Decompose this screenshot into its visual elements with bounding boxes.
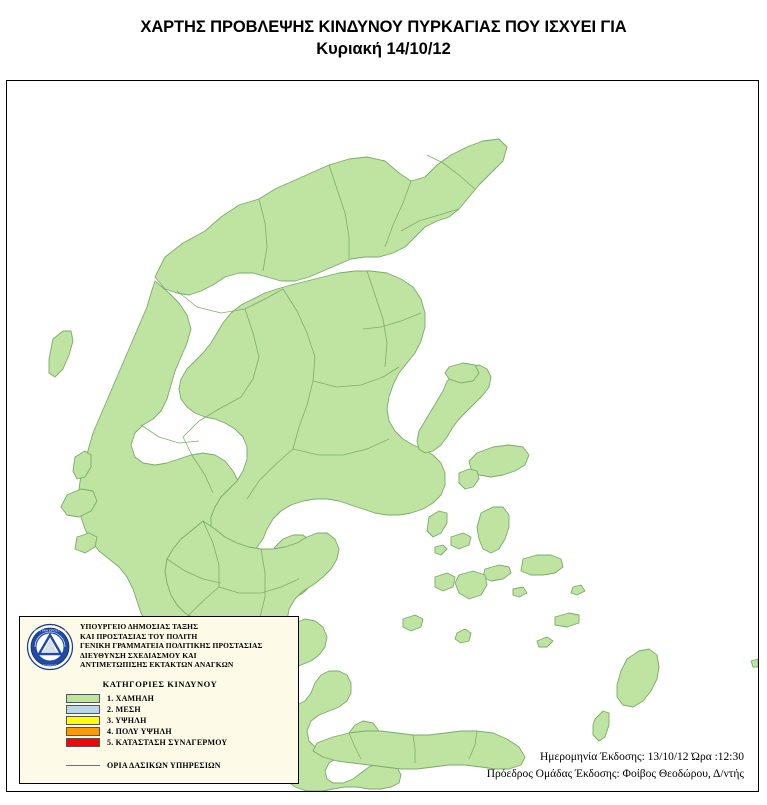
legend-header bbox=[20, 617, 298, 675]
ministry-line-3: ΓΕΝΙΚΗ ΓΡΑΜΜΑΤΕΙΑ ΠΟΛΙΤΙΚΗΣ ΠΡΟΣΤΑΣΙΑΣ bbox=[80, 641, 263, 651]
risk-label-2: 2. ΜΕΣΗ bbox=[107, 705, 141, 714]
risk-swatch-1 bbox=[66, 694, 100, 703]
risk-swatch-2 bbox=[66, 705, 100, 714]
ministry-line-1: ΥΠΟΥΡΓΕΙΟ ΔΗΜΟΣΙΑΣ ΤΑΞΗΣ bbox=[80, 622, 199, 631]
risk-swatch-3 bbox=[66, 716, 100, 725]
svg-text:ΕΛΛΑΔΑΣ: ΕΛΛΑΔΑΣ bbox=[42, 663, 58, 668]
risk-swatch-5 bbox=[66, 738, 100, 747]
legend-categories-title: ΚΑΤΗΓΟΡΙΕΣ ΚΙΝΔΥΝΟΥ bbox=[102, 679, 218, 689]
svg-text:ΠΟΛΙΤΙΚΗ ΠΡΟΣΤΑΣΙΑ: ΠΟΛΙΤΙΚΗ ΠΡΟΣΤΑΣΙΑ bbox=[33, 628, 67, 633]
page-title bbox=[0, 16, 767, 60]
risk-category-4 bbox=[66, 726, 227, 737]
risk-category-1 bbox=[66, 693, 227, 704]
risk-label-3: 3. ΥΨΗΛΗ bbox=[107, 716, 147, 725]
risk-category-5 bbox=[66, 737, 227, 748]
forest-boundary-label: ΟΡΙΑ ΔΑΣΙΚΩΝ ΥΠΗΡΕΣΙΩΝ bbox=[107, 761, 221, 770]
ministry-name bbox=[80, 622, 296, 670]
risk-category-3 bbox=[66, 715, 227, 726]
risk-category-2 bbox=[66, 704, 227, 715]
forest-boundary-line-icon bbox=[66, 765, 100, 766]
legend-panel bbox=[19, 616, 299, 784]
issuing-chairman: Πρόεδρος Ομάδας Έκδοσης: Φοίβος Θεοδώρου, Δ/ντής bbox=[486, 768, 744, 780]
ministry-line-2: ΚΑΙ ΠΡΟΣΤΑΣΙΑΣ ΤΟΥ ΠΟΛΙΤΗ bbox=[80, 631, 198, 641]
ministry-line-4: ΔΙΕΥΘΥΝΣΗ ΣΧΕΔΙΑΣΜΟΥ ΚΑΙ bbox=[80, 650, 197, 660]
ministry-line-5: ΑΝΤΙΜΕΤΩΠΙΣΗΣ ΕΚΤΑΚΤΩΝ ΑΝΑΓΚΩΝ bbox=[80, 660, 234, 670]
issue-date: Ημερομηνία Έκδοσης: 13/10/12 Ώρα :12:30 bbox=[539, 751, 744, 763]
risk-swatch-4 bbox=[66, 727, 100, 736]
map-frame bbox=[6, 80, 759, 792]
risk-label-1: 1. ΧΑΜΗΛΗ bbox=[107, 694, 155, 703]
civil-protection-emblem-icon bbox=[26, 623, 74, 671]
forest-boundary-legend bbox=[66, 761, 221, 770]
risk-label-5: 5. ΚΑΤΑΣΤΑΣΗ ΣΥΝΑΓΕΡΜΟΥ bbox=[107, 738, 228, 747]
footer-info bbox=[487, 749, 744, 783]
title-line-1: ΧΑΡΤΗΣ ΠΡΟΒΛΕΨΗΣ ΚΙΝΔΥΝΟΥ ΠΥΡΚΑΓΙΑΣ ΠΟΥ ΙΣΧΥΕΙ ΓΙΑ bbox=[140, 18, 627, 36]
risk-label-4: 4. ΠΟΛΥ ΥΨΗΛΗ bbox=[107, 727, 172, 736]
title-line-2: Κυριακή 14/10/12 bbox=[316, 40, 451, 58]
risk-category-list bbox=[66, 693, 227, 748]
